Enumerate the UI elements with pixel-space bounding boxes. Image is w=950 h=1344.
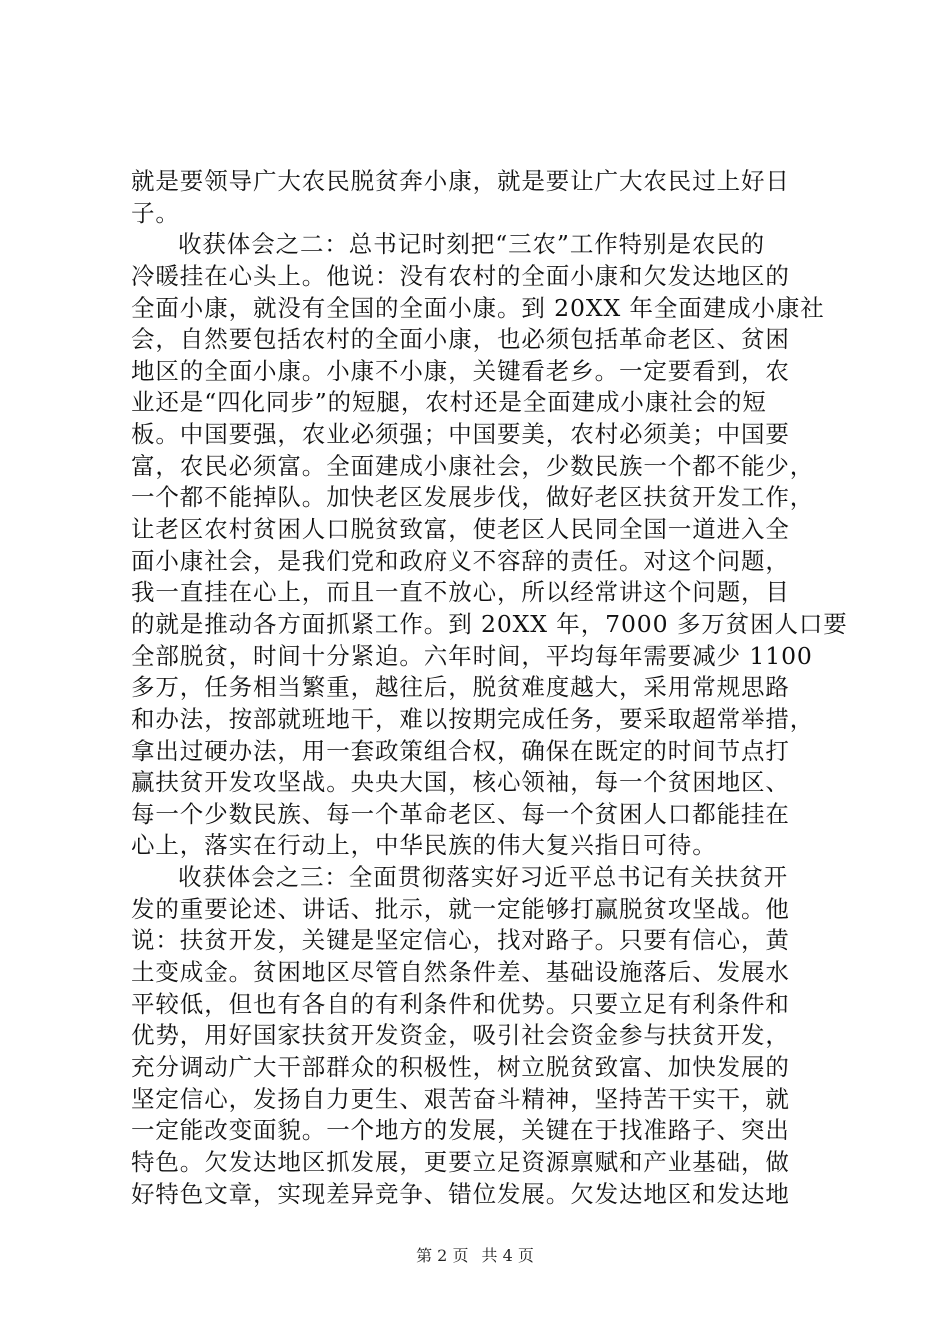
page-total: 共 4 页	[481, 1246, 534, 1265]
text-line: 充分调动广大干部群众的积极性，树立脱贫致富、加快发展的	[131, 1052, 790, 1081]
text-line: 心上，落实在行动上，中华民族的伟大复兴指日可待。	[131, 831, 717, 860]
text-line: 我一直挂在心上，而且一直不放心，所以经常讲这个问题，目	[131, 578, 790, 607]
text-line: 说：扶贫开发，关键是坚定信心，找对路子。只要有信心，黄	[131, 926, 790, 955]
text-line: 地区的全面小康。小康不小康，关键看老乡。一定要看到，农	[131, 356, 790, 385]
text-line: 土变成金。贫困地区尽管自然条件差、基础设施落后、发展水	[131, 958, 790, 987]
page-footer	[0, 1245, 950, 1267]
text-line: 会，自然要包括农村的全面小康，也必须包括革命老区、贫困	[131, 325, 790, 354]
text-line: 赢扶贫开发攻坚战。央央大国，核心领袖，每一个贫困地区、	[131, 768, 790, 797]
text-line: 全部脱贫，时间十分紧迫。六年时间，平均每年需要减少 1100	[131, 641, 813, 670]
text-line: 和办法，按部就班地干，难以按期完成任务，要采取超常举措，	[131, 704, 815, 733]
text-line: 冷暖挂在心头上。他说：没有农村的全面小康和欠发达地区的	[131, 261, 790, 290]
text-line: 业还是“四化同步”的短腿，农村还是全面建成小康社会的短	[131, 388, 767, 417]
document-body	[131, 166, 848, 1210]
text-line: 富，农民必须富。全面建成小康社会，少数民族一个都不能少，	[131, 451, 815, 480]
text-line: 一定能改变面貌。一个地方的发展，关键在于找准路子、突出	[131, 1116, 790, 1145]
text-line: 多万，任务相当繁重，越往后，脱贫难度越大，采用常规思路	[131, 673, 790, 702]
text-line: 就是要领导广大农民脱贫奔小康，就是要让广大农民过上好日	[131, 167, 790, 195]
page-number: 第 2 页	[416, 1246, 469, 1265]
text-line: 的就是推动各方面抓紧工作。到 20XX 年，7000 多万贫困人口要	[131, 609, 848, 638]
text-line: 平较低，但也有各自的有利条件和优势。只要立足有利条件和	[131, 989, 790, 1018]
text-line: 板。中国要强，农业必须强；中国要美，农村必须美；中国要	[131, 420, 790, 449]
text-line: 坚定信心，发扬自力更生、艰苦奋斗精神，坚持苦干实干，就	[131, 1084, 790, 1113]
text-line: 发的重要论述、讲话、批示，就一定能够打赢脱贫攻坚战。他	[131, 894, 790, 923]
text-line: 好特色文章，实现差异竞争、错位发展。欠发达地区和发达地	[131, 1179, 790, 1208]
text-line: 拿出过硬办法，用一套政策组合权，确保在既定的时间节点打	[131, 736, 790, 765]
text-line: 让老区农村贫困人口脱贫致富，使老区人民同全国一道进入全	[131, 515, 790, 544]
text-line: 一个都不能掉队。加快老区发展步伐，做好老区扶贫开发工作，	[131, 483, 815, 512]
text-line: 子。	[131, 198, 180, 227]
text-line: 面小康社会，是我们党和政府义不容辞的责任。对这个问题，	[131, 546, 790, 575]
text-line: 每一个少数民族、每一个革命老区、每一个贫困人口都能挂在	[131, 799, 790, 828]
text-line: 优势，用好国家扶贫开发资金，吸引社会资金参与扶贫开发，	[131, 1021, 790, 1050]
text-line: 特色。欠发达地区抓发展，更要立足资源禀赋和产业基础，做	[131, 1147, 790, 1176]
paragraph-start-line: 收获体会之二：总书记时刻把“三农”工作特别是农民的	[178, 230, 766, 259]
paragraph-start-line: 收获体会之三：全面贯彻落实好习近平总书记有关扶贫开	[178, 863, 788, 892]
text-line: 全面小康，就没有全国的全面小康。到 20XX 年全面建成小康社	[131, 293, 825, 322]
